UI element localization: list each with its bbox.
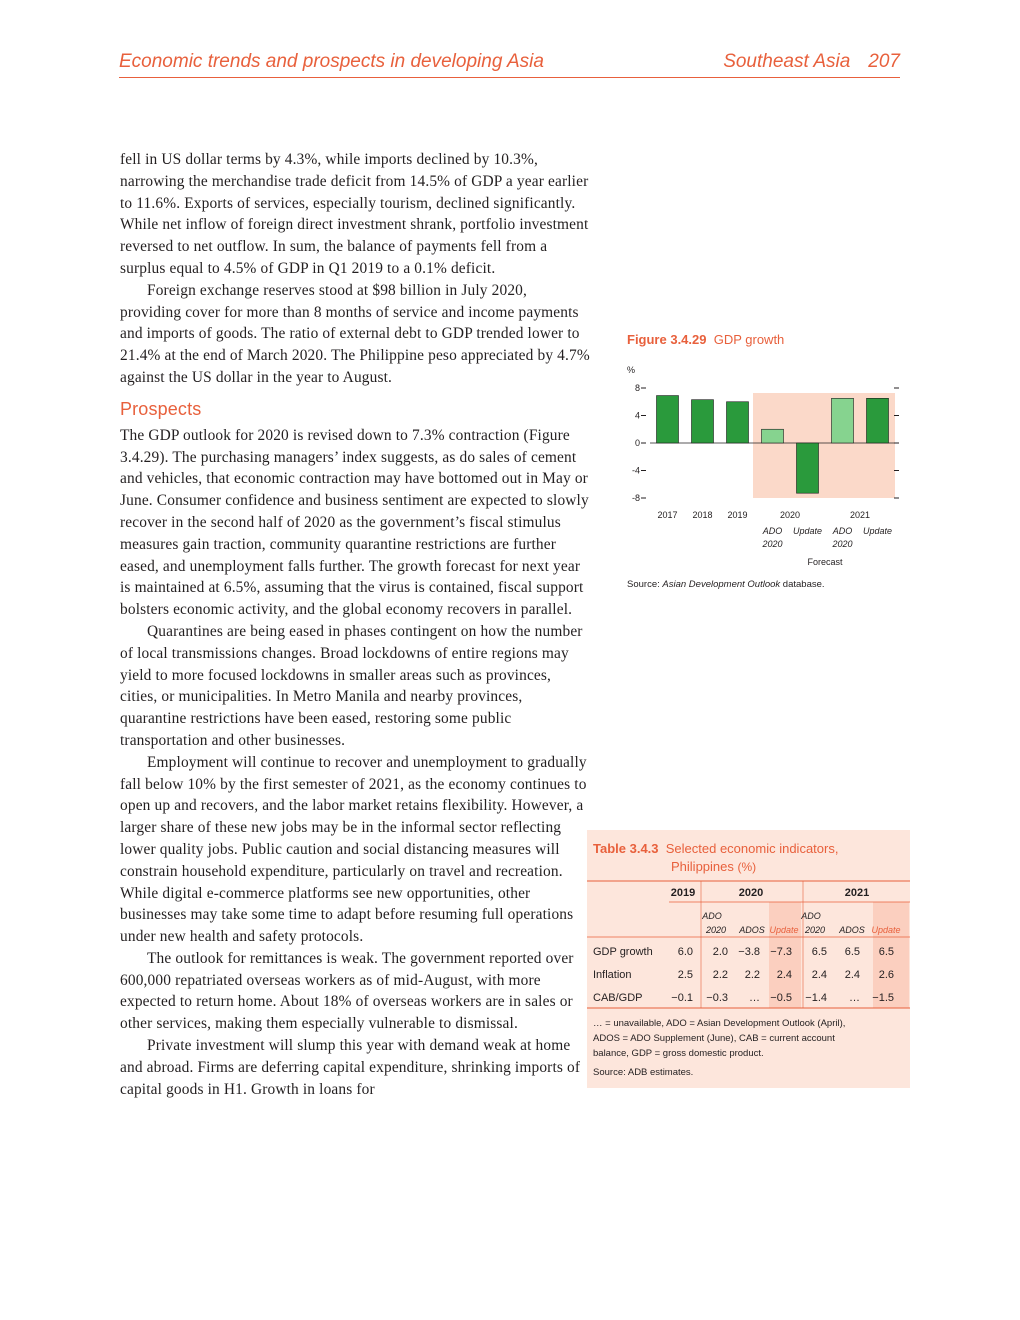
bar-2021-ado-2020 (832, 398, 854, 443)
table-title (593, 840, 838, 876)
paragraph: Employment will continue to recover and unemployment to gradually fall below 10% by the first semester of 2021, as the economy continues to open up and recovers, and the labor market retains flexibility. However, a larger share of these new jobs may be in the informal sector reflecting lower quality jobs. Public caution and social distancing measures will constrain household expenditure, particularly on travel and recreation. While digital e-commerce platforms see new opportunities, other businesses may take some time to adapt before resuming full operations under new health and safety protocols. (120, 753, 587, 946)
bar-2020-ado-2020 (762, 429, 784, 443)
figure-caption: GDP growth (713, 332, 785, 347)
bar-2020-update (797, 443, 819, 493)
table-cell: 6.0 (677, 946, 693, 958)
table-note: ADOS = ADO Supplement (June), CAB = current account (593, 1033, 835, 1044)
x-year-label: 2018 (692, 510, 713, 520)
table-cell: 2.5 (677, 969, 693, 981)
x-sub-label: ADO (832, 526, 853, 536)
paragraph: The outlook for remittances is weak. The government reported over 600,000 repatriated overseas workers as of mid-August, with more expected to return home. About 18% of overseas workers are in sales or other services, making them especially vulnerable to dismissal. (120, 949, 574, 1033)
y-tick-label: -4 (631, 465, 640, 476)
column-subheader: ADO (801, 911, 821, 921)
column-subheader: Update (871, 925, 901, 935)
paragraph: The GDP outlook for 2020 is revised down to 7.3% contraction (Figure 3.4.29). The purchasing managers’ index suggests, as do sales of cement and vehicles, that economic contraction may have bottomed out in May or June. Consumer confidence and business sentiment are expected to slowly recover in the second half of 2020 as the government’s fiscal stimulus measures gain traction, community quarantine restrictions are further eased, and unemployment falls further. The growth forecast for next year is maintained at 6.5%, assuming that the virus is contained, fiscal support bolsters economic activity, and the global economy recovers in parallel. (120, 426, 589, 619)
table-source: Source: ADB estimates. (593, 1067, 694, 1078)
table-cell: 2.4 (844, 969, 860, 981)
y-tick-label: 4 (634, 410, 640, 421)
x-year-label: 2020 (779, 510, 801, 520)
column-subheader: ADOS (839, 925, 865, 935)
table-cell: … (749, 992, 760, 1004)
table-title-line2: Philippines (671, 859, 734, 874)
y-axis-unit: % (627, 365, 636, 375)
running-header (119, 51, 900, 78)
x-sub-label: 2020 (832, 539, 853, 549)
section-heading: Prospects (120, 398, 202, 419)
y-tick-label: -8 (631, 493, 640, 503)
column-subheader: 2020 (705, 925, 727, 935)
x-year-label: 2019 (727, 510, 748, 520)
table-cell: −3.8 (738, 946, 760, 958)
paragraph: fell in US dollar terms by 4.3%, while imports declined by 10.3%, narrowing the merchandise trade deficit from 14.5% of GDP a year earlier to 11.6%. Exports of services, especially tourism, declined significantly. While net inflow of foreign direct investment shrank, portfolio investment reversed to net outflow. In sum, the balance of payments fell from a surplus equal to 4.5% of GDP in Q1 2019 to a 0.1% deficit. (120, 151, 589, 277)
table-cell: 2.0 (712, 946, 728, 958)
table-notes (593, 1016, 905, 1080)
table-cell: 6.5 (844, 946, 860, 958)
bar-2019 (727, 402, 749, 443)
indicator-table-panel (587, 830, 910, 1088)
row-label: Inflation (593, 969, 632, 981)
table-label: Table 3.4.3 (593, 841, 659, 856)
figure-label: Figure 3.4.29 (627, 332, 707, 347)
figure-title (627, 332, 784, 347)
table-cell: 2.2 (744, 969, 760, 981)
page-number: 207 (868, 51, 900, 72)
table-title-line1: Selected economic indicators, (665, 841, 839, 856)
figure-source-prefix: Source: (627, 579, 663, 590)
table-note: balance, GDP = gross domestic product. (593, 1048, 764, 1059)
table-cell: −1.5 (872, 992, 894, 1004)
forecast-label: Forecast (807, 557, 843, 567)
bar-2018 (692, 400, 714, 443)
figure-source-suffix: database. (780, 579, 825, 590)
bar-2017 (657, 396, 679, 443)
figure-source-title: Asian Development Outlook (662, 579, 781, 590)
bar-2021-update (867, 398, 889, 443)
table-cell: … (849, 992, 860, 1004)
x-sub-label: ADO (762, 526, 783, 536)
paragraph: Quarantines are being eased in phases contingent on how the number of local transmissions changes. Broad lockdowns of entire regions may yield to more focused lockdowns in smaller areas such as provinces, cities, or municipalities. In Metro Manila and nearby provinces, quarantine restrictions have been eased, restoring some public transportation and other businesses. (120, 622, 583, 749)
table-cell: −0.5 (770, 992, 792, 1004)
year-header: 2020 (738, 887, 764, 899)
table-cell: 2.4 (776, 969, 792, 981)
table-cell: 6.5 (811, 946, 827, 958)
column-subheader: ADO (702, 911, 722, 921)
column-subheader: Update (769, 925, 799, 935)
paragraph: Private investment will slump this year with demand weak at home and abroad. Firms are deferring capital expenditure, shrinking imports of capital goods in H1. Growth in loans for (120, 1037, 581, 1098)
table-cell: 2.4 (811, 969, 827, 981)
table-note: … = unavailable, ADO = Asian Development Outlook (April), (593, 1018, 846, 1029)
table-cell: −0.1 (671, 992, 693, 1004)
table-unit: (%) (737, 860, 757, 874)
year-header: 2021 (844, 887, 870, 899)
table-cell: 6.5 (878, 946, 894, 958)
y-tick-label: 8 (634, 383, 640, 393)
row-label: CAB/GDP (593, 992, 643, 1004)
header-section-name: Southeast Asia (723, 51, 851, 72)
indicator-table (587, 880, 910, 1010)
x-sub-label: 2020 (762, 539, 783, 549)
x-sub-label: Update (862, 526, 893, 536)
column-subheader: 2020 (804, 925, 826, 935)
gdp-growth-chart (620, 360, 910, 575)
table-cell: 2.2 (712, 969, 728, 981)
table-cell: −1.4 (805, 992, 827, 1004)
year-header: 2019 (670, 887, 696, 899)
x-year-label: 2017 (657, 510, 678, 520)
figure-source (627, 579, 825, 590)
y-tick-label: 0 (634, 438, 640, 448)
row-label: GDP growth (593, 946, 653, 958)
x-sub-label: Update (792, 526, 823, 536)
table-cell: −7.3 (770, 946, 792, 958)
header-section (723, 51, 900, 73)
body-text (120, 149, 590, 1100)
column-subheader: ADOS (739, 925, 765, 935)
table-cell: 2.6 (878, 969, 894, 981)
x-year-label: 2021 (849, 510, 871, 520)
paragraph: Foreign exchange reserves stood at $98 billion in July 2020, providing cover for more than 8 months of service and income payments and imports of goods. The ratio of external debt to GDP trended lower to 21.4% at the end of March 2020. The Philippine peso appreciated by 4.7% against the US dollar in the year to August. (120, 281, 590, 386)
header-title: Economic trends and prospects in developing Asia (119, 51, 544, 72)
table-cell: −0.3 (706, 992, 728, 1004)
